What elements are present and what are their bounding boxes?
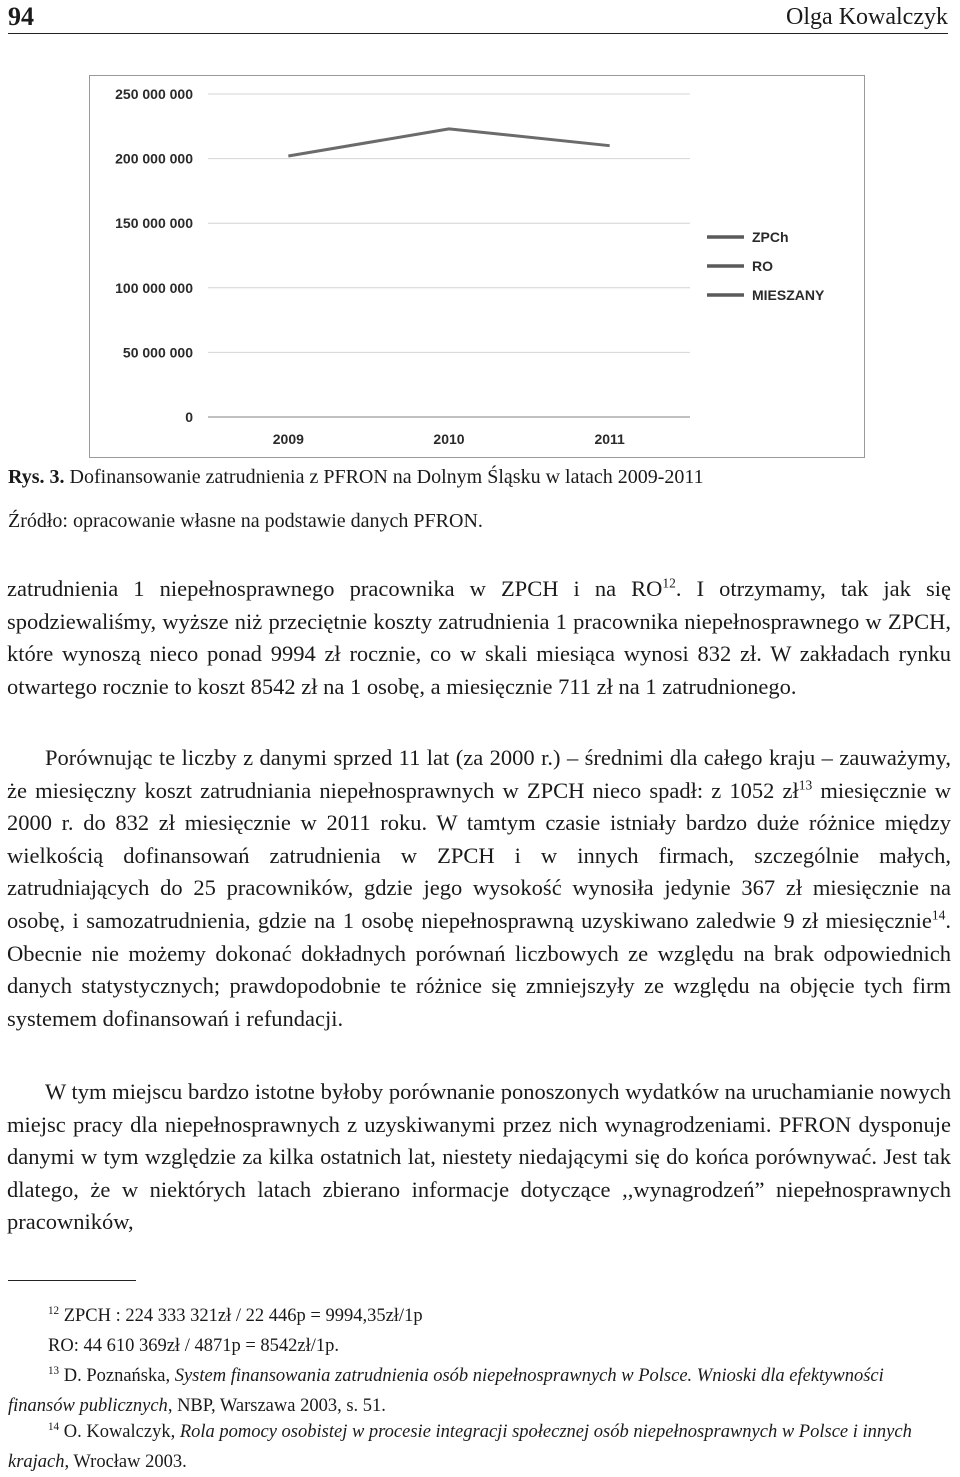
footnote-ref-12: 12 (662, 575, 676, 591)
page-number: 94 (8, 2, 34, 31)
figure-source: Źródło: opracowanie własne na podstawie danych PFRON. (8, 510, 483, 532)
legend-label: RO (752, 258, 773, 274)
y-tick-label: 250 000 000 (115, 86, 193, 102)
footnote-12: $^{12}$ ZPCH : 224 333 321zł / 22 446p = 9994,35zł/1p RO: 44 610 369zł / 4871p = 8542zł/1p. (48, 1304, 423, 1356)
paragraph-3: W tym miejscu bardzo istotne byłoby porównanie ponoszonych wydatków na uruchamianie nowych miejsc pracy dla niepełnosprawnych z uzyskiwanymi przez nich wynagrodzeniami. PFRON dysponuje danymi w tym względzie za kilka ostatnich lat, niestety niedającymi się do końca porównywać. Jest tak dlatego, że w niektórych latach zbierano informacje dotyczące ,,wynagrodzeń” niepełnosprawnych pracowników, (7, 1079, 951, 1235)
chart-canvas (90, 76, 866, 459)
footnote-14: $^{14}$ O. Kowalczyk, Rola pomocy osobistej w procesie integracji społecznej osób niepełnosprawnych w Polsce i innych krajach, Wrocław 2003. (8, 1420, 912, 1472)
x-tick-label: 2009 (272, 431, 304, 447)
footnote-ref-14: 14 (931, 907, 946, 923)
paragraph-2: Porównując te liczby z danymi sprzed 11 lat (za 2000 r.) – średnimi dla całego kraju – zauważymy, że miesięczny koszt zatrudniania niepełnosprawnych w ZPCH nieco spadł: z 1052 $zł^{13}$ miesięcznie w 2000 r. do 832 zł miesięcznie w 2011 roku. W tamtym czasie istniały bardzo duże różnice między wielkością dofinansowań zatrudnienia w ZPCH i w innych firmach, szczególnie małych, zatrudniających do 25 pracowników, gdzie jego wysokość wynosiła jedynie 367 zł miesięcznie na osobę, i samozatrudnienia, gdzie na 1 osobę niepełnosprawną uzyskiwano zaledwie 9 zł miesięcznie$^{14}$. Obecnie nie możemy dokonać dokładnych porównań liczbowych ze względu na brak odpowiednich danych statystycznych; prawdopodobnie te różnice się zmniejszyły ze względu na objęcie tych firm systemem dofinansowań i refundacji. (7, 745, 951, 1031)
y-tick-label: 0 (185, 409, 193, 425)
paragraph-1: zatrudnienia 1 niepełnosprawnego pracownika w ZPCH i na RO$^{12}$. I otrzymamy, tak jak się spodziewaliśmy, wyższe niż przeciętnie koszty zatrudnienia 1 pracownika niepełnosprawnego w ZPCH, które wynoszą nieco ponad 9994 zł rocznie, co w skali miesiąca wynosi 832 zł. W zakładach rynku otwartego rocznie to koszt 8542 zł na 1 osobę, a miesięcznie 711 zł na 1 zatrudnionego. (7, 575, 951, 699)
footnote-13: $^{13}$ D. Poznańska, System finansowania zatrudnienia osób niepełnosprawnych w Polsce. Wnioski dla efektywności finansów publicznych, NBP, Warszawa 2003, s. 51. (8, 1364, 884, 1416)
y-tick-label: 200 000 000 (115, 150, 193, 167)
page-header (8, 0, 948, 34)
line-chart (89, 75, 865, 458)
figure-caption (8, 466, 704, 489)
header-rule (8, 33, 948, 34)
y-tick-label: 100 000 000 (115, 279, 193, 296)
figure-label: Rys. 3. (8, 466, 65, 488)
legend-label: MIESZANY (752, 287, 825, 303)
footnote-ref-13: 13 (798, 777, 813, 793)
y-tick-label: 50 000 000 (122, 344, 193, 361)
x-tick-label: 2010 (433, 431, 465, 447)
running-head-author: Olga Kowalczyk (786, 4, 948, 30)
y-tick-label: 150 000 000 (115, 215, 193, 232)
legend-label: ZPCh (752, 229, 789, 245)
footnote-rule (8, 1280, 136, 1281)
series-line (288, 129, 609, 156)
figure-caption-text: Dofinansowanie zatrudnienia z PFRON na Dolnym Śląsku w latach 2009-2011 (69, 466, 704, 488)
x-tick-label: 2011 (594, 431, 625, 447)
